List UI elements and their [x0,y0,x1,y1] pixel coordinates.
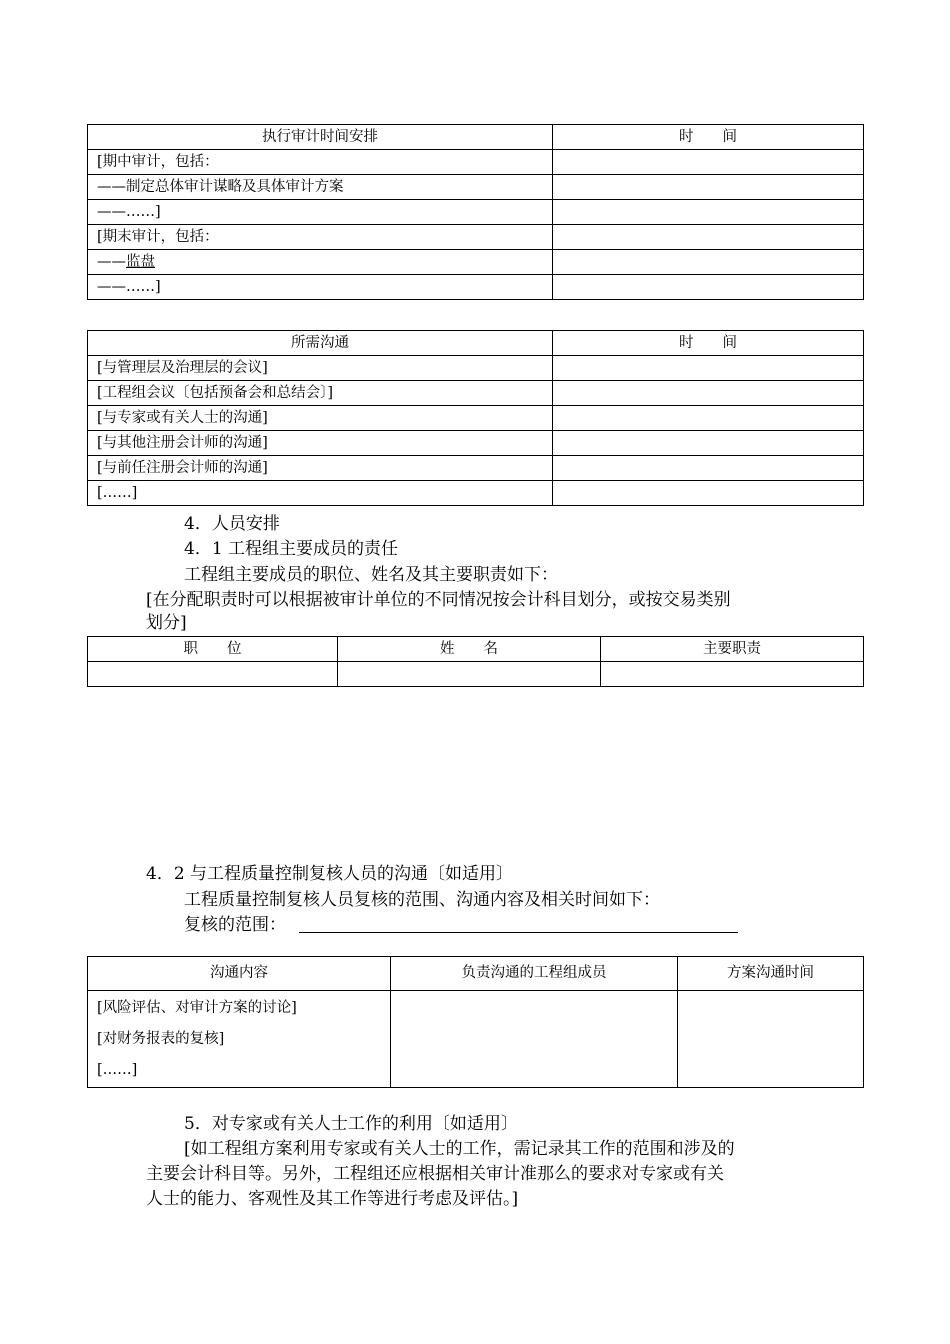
table-row [88,481,864,506]
section-heading: 5．对专家或有关人士工作的利用〔如适用〕 [184,1114,518,1134]
table-header-row [88,125,864,150]
audit-schedule-table [87,124,864,300]
table-row [88,175,864,200]
review-communication-table [87,956,864,1088]
table-row [88,150,864,175]
table-cell [553,225,864,250]
table-row [88,662,864,687]
table-row [88,406,864,431]
paragraph: 工程质量控制复核人员复核的范围、沟通内容及相关时间如下： [184,890,660,910]
column-header: 负责沟通的工程组成员 [391,957,678,991]
table-row [88,356,864,381]
table-cell [553,250,864,275]
table-cell: ——……] [88,275,553,300]
table-cell [88,991,391,1088]
communication-table [87,330,864,506]
column-header: 时 间 [553,125,864,150]
table-header-row [88,331,864,356]
table-row [88,991,864,1088]
scope-blank-line [299,932,738,933]
table-cell [338,662,601,687]
table-cell: [与前任注册会计师的沟通] [88,456,553,481]
subsection-heading: 4．1 工程组主要成员的责任 [184,539,399,559]
column-header: 所需沟通 [88,331,553,356]
paragraph: 划分] [146,613,187,633]
paragraph: 工程组主要成员的职位、姓名及其主要职责如下： [184,565,558,585]
table-cell [553,481,864,506]
section-heading: 4．人员安排 [184,514,280,534]
paragraph: [如工程组方案利用专家或有关人士的工作，需记录其工作的范围和涉及的 [184,1139,735,1159]
table-cell [553,456,864,481]
table-row [88,250,864,275]
paragraph: [在分配职责时可以根据被审计单位的不同情况按会计科目划分，或按交易类别 [146,590,731,610]
table-cell: [……] [88,481,553,506]
table-row [88,275,864,300]
subsection-heading: 4．2 与工程质量控制复核人员的沟通〔如适用〕 [146,864,514,884]
column-header: 沟通内容 [88,957,391,991]
table-cell [553,275,864,300]
scope-label: 复核的范围： [184,915,286,935]
underlined-text: 监盘 [126,254,155,270]
table-cell: [期中审计，包括： [88,150,553,175]
table-cell [391,991,678,1088]
table-cell [553,150,864,175]
table-cell [553,381,864,406]
table-cell [678,991,864,1088]
staff-table [87,636,864,687]
table-cell: [期末审计，包括： [88,225,553,250]
table-cell [553,431,864,456]
table-row [88,225,864,250]
list-item: [风险评估、对审计方案的讨论] [97,1000,297,1016]
table-row [88,431,864,456]
table-cell: ——……] [88,200,553,225]
table-cell: ——监盘 [88,250,553,275]
column-header: 方案沟通时间 [678,957,864,991]
column-header: 主要职责 [601,637,864,662]
table-cell [601,662,864,687]
table-row [88,456,864,481]
table-cell [88,662,338,687]
column-header: 职 位 [88,637,338,662]
list-item: [对财务报表的复核] [97,1031,225,1047]
table-cell: [工程组会议〔包括预备会和总结会〕] [88,381,553,406]
table-cell [553,406,864,431]
table-cell [553,356,864,381]
column-header: 姓 名 [338,637,601,662]
paragraph: 主要会计科目等。另外，工程组还应根据相关审计准那么的要求对专家或有关 [146,1164,724,1184]
table-cell: [与其他注册会计师的沟通] [88,431,553,456]
table-row [88,381,864,406]
paragraph: 人士的能力、客观性及其工作等进行考虑及评估。] [146,1189,519,1209]
list-item: [……] [97,1062,138,1078]
table-cell: [与专家或有关人士的沟通] [88,406,553,431]
column-header: 时 间 [553,331,864,356]
table-cell: ——制定总体审计谋略及具体审计方案 [88,175,553,200]
column-header: 执行审计时间安排 [88,125,553,150]
table-header-row [88,637,864,662]
table-row [88,200,864,225]
table-cell [553,175,864,200]
table-cell: [与管理层及治理层的会议] [88,356,553,381]
table-cell [553,200,864,225]
table-header-row [88,957,864,991]
